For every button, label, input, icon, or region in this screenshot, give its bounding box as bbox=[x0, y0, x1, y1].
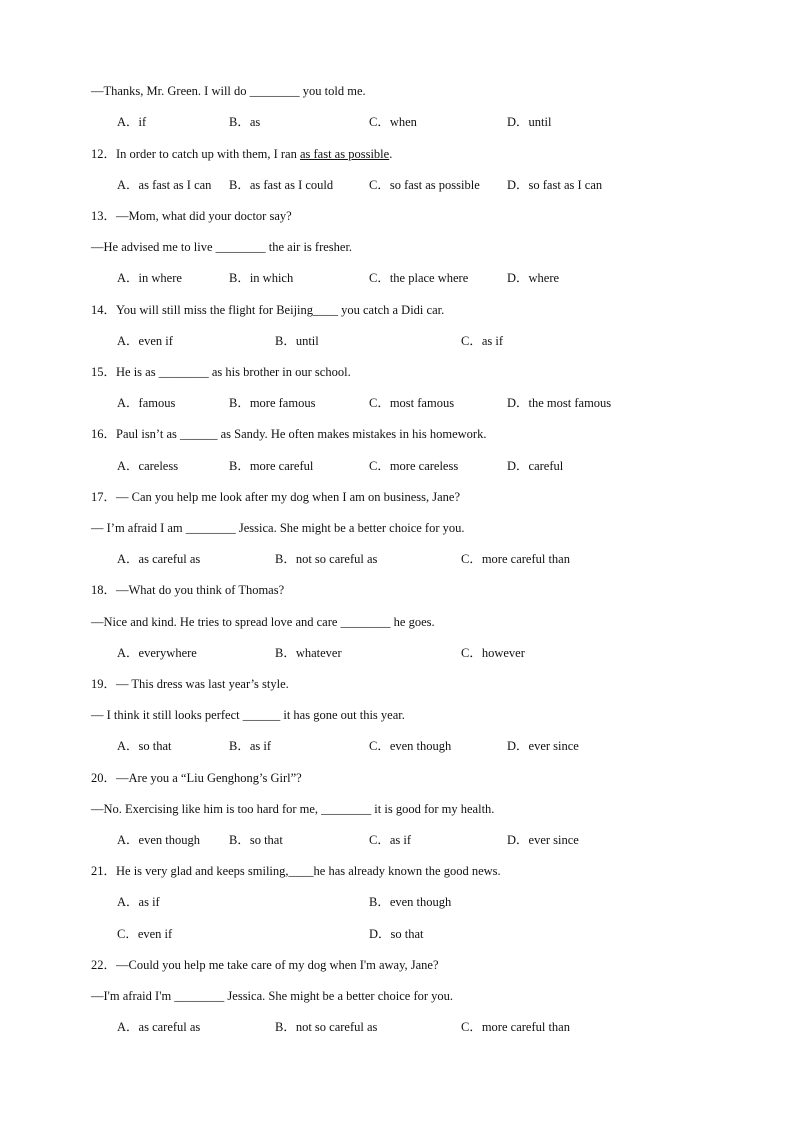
option-b[interactable]: B．as if bbox=[229, 739, 272, 753]
option-c[interactable]: C．more careful than bbox=[461, 552, 570, 566]
option-c[interactable]: C．as if bbox=[369, 833, 412, 847]
question-21: 21．He is very glad and keeps smiling,____he has already known the good news. bbox=[91, 864, 501, 878]
option-d[interactable]: D．careful bbox=[507, 459, 564, 473]
option-d[interactable]: D．where bbox=[507, 271, 560, 285]
underlined-phrase: as fast as possible bbox=[299, 147, 390, 161]
option-b[interactable]: B．so that bbox=[229, 833, 283, 847]
question-stem: —Thanks, Mr. Green. I will do ________ you told me. bbox=[91, 84, 366, 98]
question-12: 12．In order to catch up with them, I ran as fast as possible. bbox=[91, 147, 393, 161]
option-a[interactable]: A．as if bbox=[117, 895, 160, 909]
question-14: 14．You will still miss the flight for Beijing____ you catch a Didi car. bbox=[91, 303, 445, 317]
option-b[interactable]: B．in which bbox=[229, 271, 294, 285]
question-19-reply: — I think it still looks perfect ______ it has gone out this year. bbox=[91, 708, 405, 722]
option-c[interactable]: C．as if bbox=[461, 334, 504, 348]
option-b[interactable]: B．as fast as I could bbox=[229, 178, 334, 192]
option-b[interactable]: B．until bbox=[275, 334, 319, 348]
option-a[interactable]: A．as careful as bbox=[117, 552, 201, 566]
option-c[interactable]: C．more careful than bbox=[461, 1020, 570, 1034]
option-d[interactable]: D．so fast as I can bbox=[507, 178, 603, 192]
question-22: 22．—Could you help me take care of my dog when I'm away, Jane? bbox=[91, 958, 439, 972]
option-d[interactable]: D．ever since bbox=[507, 739, 579, 753]
option-b[interactable]: B．as bbox=[229, 115, 261, 129]
question-22-reply: —I'm afraid I'm ________ Jessica. She might be a better choice for you. bbox=[91, 989, 454, 1003]
question-15: 15．He is as ________ as his brother in our school. bbox=[91, 365, 351, 379]
option-c[interactable]: C．even if bbox=[117, 927, 173, 941]
option-a[interactable]: A．as fast as I can bbox=[117, 178, 212, 192]
option-b[interactable]: B．even though bbox=[369, 895, 452, 909]
option-d[interactable]: D．until bbox=[507, 115, 552, 129]
option-a[interactable]: A．even if bbox=[117, 334, 173, 348]
option-a[interactable]: A．in where bbox=[117, 271, 182, 285]
question-13-reply: —He advised me to live ________ the air is fresher. bbox=[91, 240, 353, 254]
question-20: 20．—Are you a “Liu Genghong’s Girl”? bbox=[91, 771, 302, 785]
option-c[interactable]: C．when bbox=[369, 115, 417, 129]
option-d[interactable]: D．ever since bbox=[507, 833, 579, 847]
option-a[interactable]: A．if bbox=[117, 115, 147, 129]
option-c[interactable]: C．however bbox=[461, 646, 525, 660]
question-20-reply: —No. Exercising like him is too hard for me, ________ it is good for my health. bbox=[91, 802, 495, 816]
question-13: 13．—Mom, what did your doctor say? bbox=[91, 209, 292, 223]
option-a[interactable]: A．even though bbox=[117, 833, 200, 847]
option-a[interactable]: A．as careful as bbox=[117, 1020, 201, 1034]
question-17-reply: — I’m afraid I am ________ Jessica. She might be a better choice for you. bbox=[91, 521, 465, 535]
option-d[interactable]: D．the most famous bbox=[507, 396, 612, 410]
option-c[interactable]: C．the place where bbox=[369, 271, 469, 285]
option-c[interactable]: C．more careless bbox=[369, 459, 459, 473]
option-b[interactable]: B．not so careful as bbox=[275, 1020, 378, 1034]
question-17: 17．— Can you help me look after my dog when I am on business, Jane? bbox=[91, 490, 461, 504]
option-c[interactable]: C．even though bbox=[369, 739, 452, 753]
option-b[interactable]: B．more careful bbox=[229, 459, 314, 473]
option-a[interactable]: A．so that bbox=[117, 739, 172, 753]
option-b[interactable]: B．not so careful as bbox=[275, 552, 378, 566]
option-d[interactable]: D．so that bbox=[369, 927, 424, 941]
question-18: 18．—What do you think of Thomas? bbox=[91, 583, 285, 597]
question-19: 19．— This dress was last year’s style. bbox=[91, 677, 289, 691]
option-a[interactable]: A．everywhere bbox=[117, 646, 197, 660]
option-a[interactable]: A．careless bbox=[117, 459, 179, 473]
option-c[interactable]: C．most famous bbox=[369, 396, 455, 410]
question-16: 16．Paul isn’t as ______ as Sandy. He often makes mistakes in his homework. bbox=[91, 427, 487, 441]
question-18-reply: —Nice and kind. He tries to spread love and care ________ he goes. bbox=[91, 615, 435, 629]
option-b[interactable]: B．more famous bbox=[229, 396, 316, 410]
option-c[interactable]: C．so fast as possible bbox=[369, 178, 480, 192]
option-b[interactable]: B．whatever bbox=[275, 646, 342, 660]
option-a[interactable]: A．famous bbox=[117, 396, 176, 410]
